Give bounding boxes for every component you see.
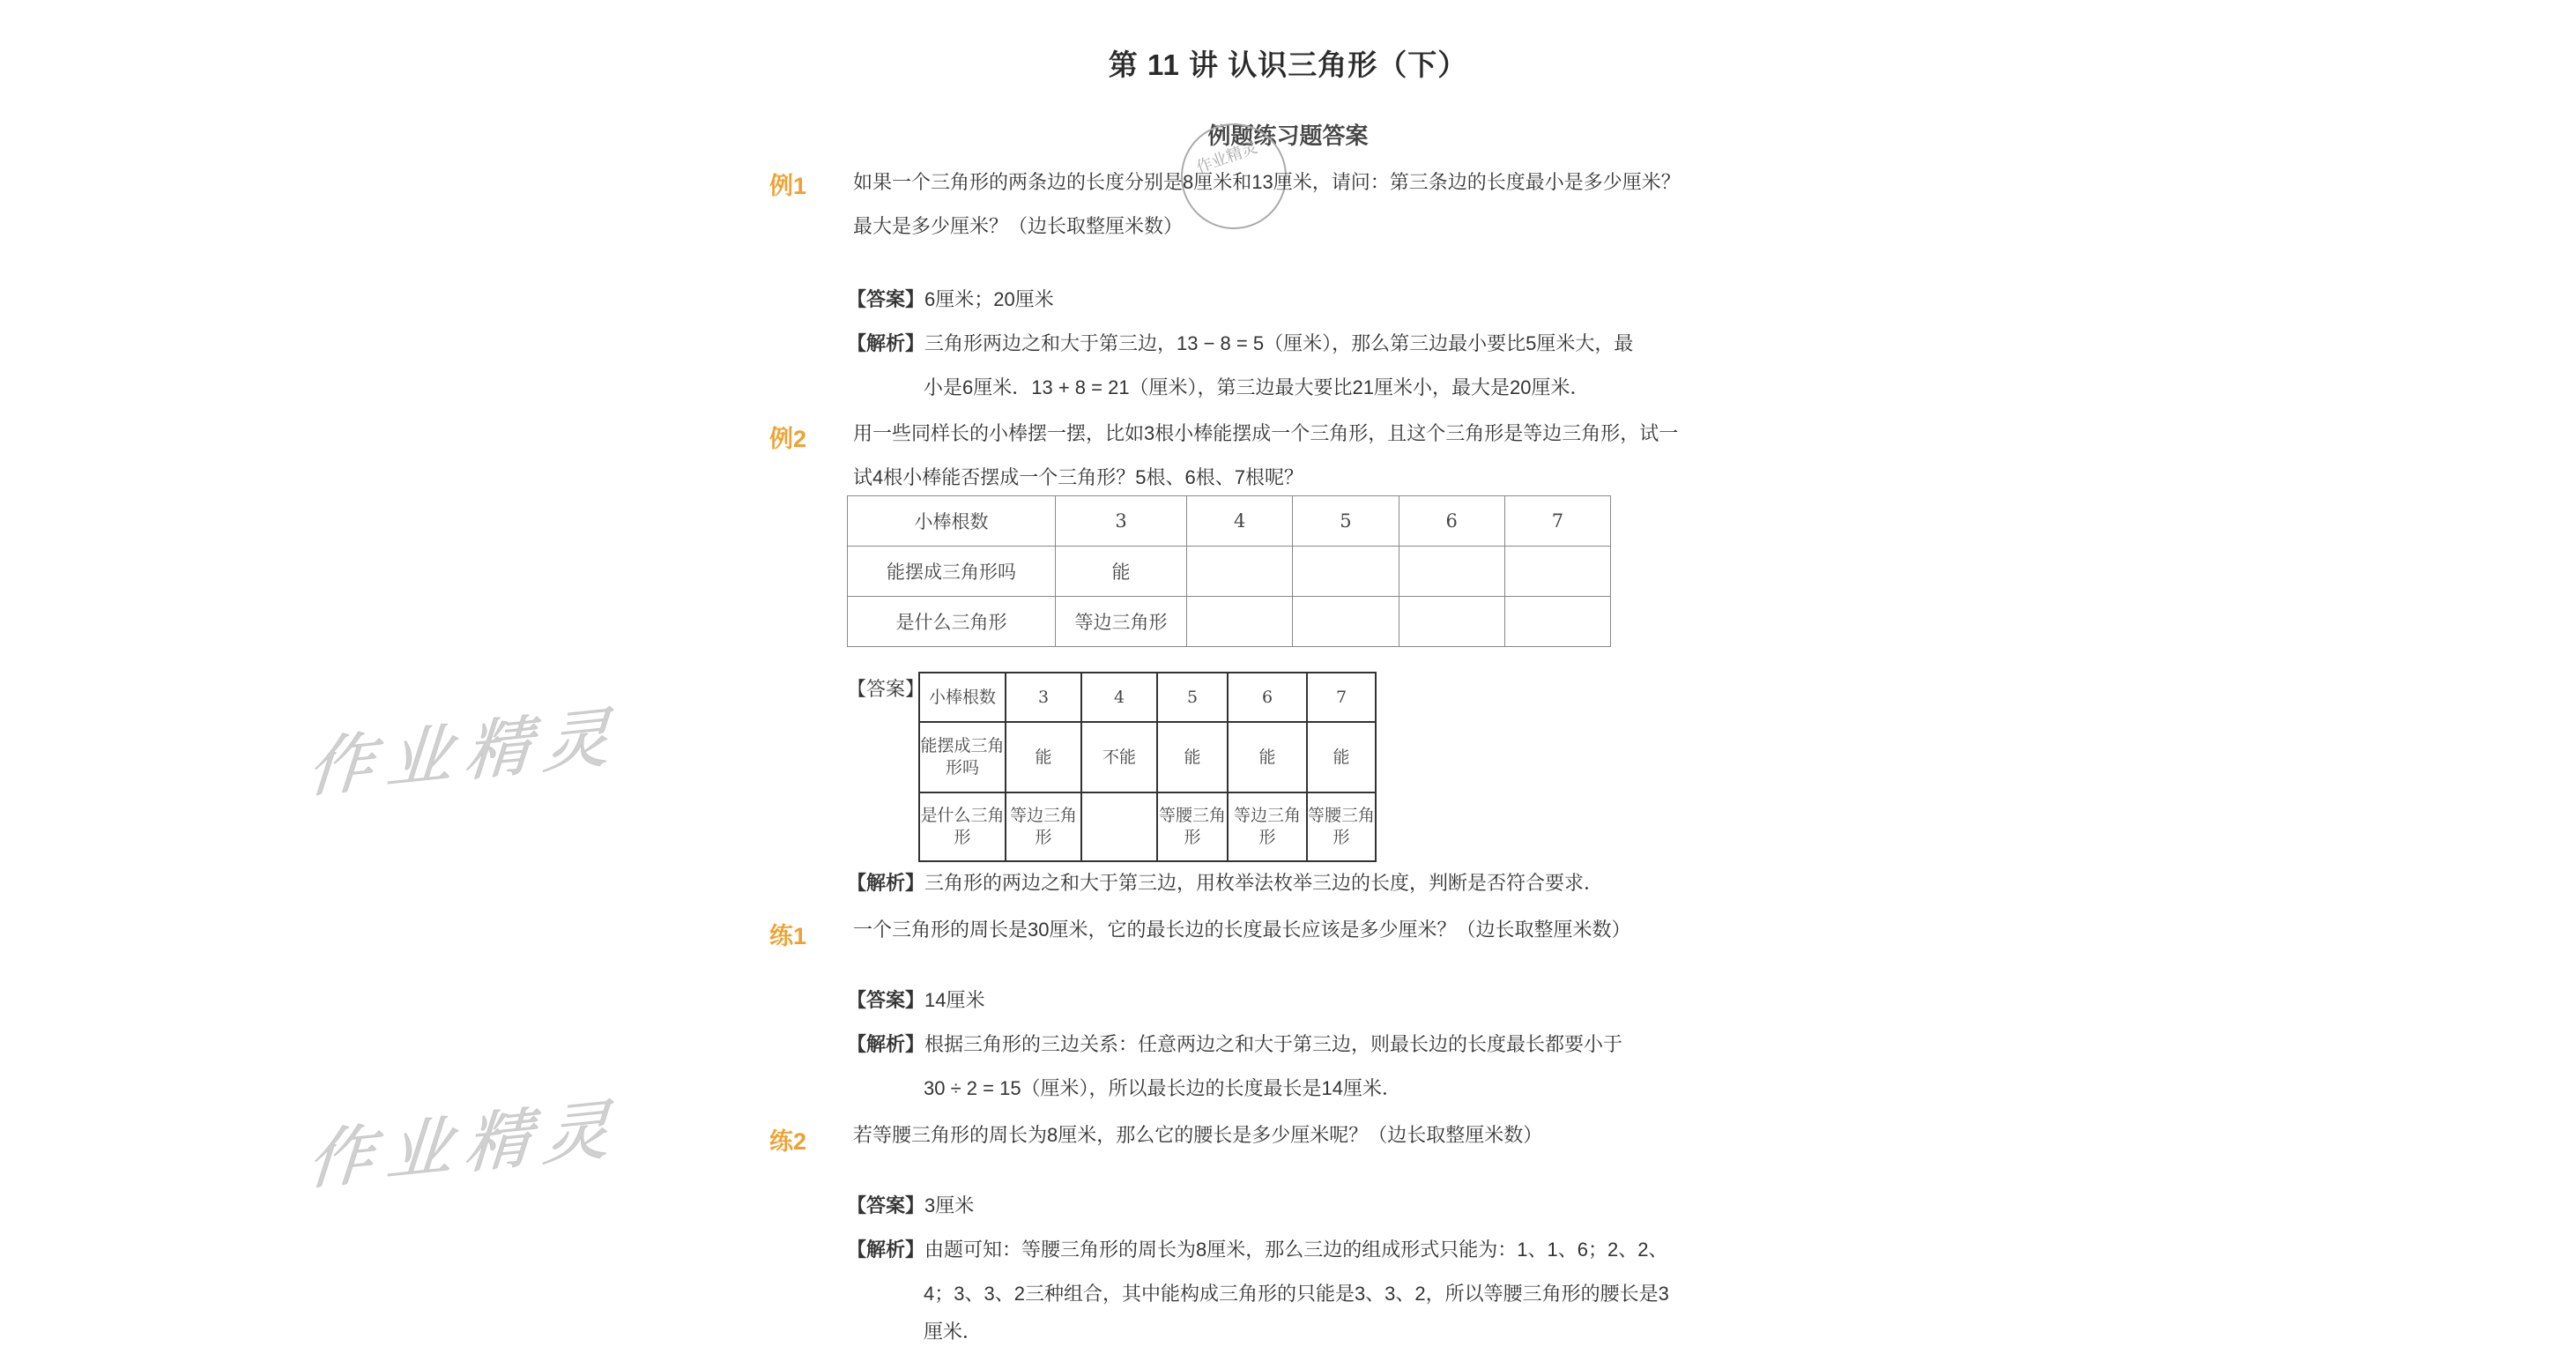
practice-1-question: 一个三角形的周长是30厘米，它的最长边的长度最长应该是多少厘米？（边长取整厘米数）	[853, 919, 1631, 941]
practice-1-label: 练1	[769, 923, 807, 949]
watermark-stamp: 作业精灵	[1166, 108, 1302, 244]
practice-2-label: 练2	[769, 1128, 807, 1155]
table-cell: 4	[1081, 673, 1157, 722]
table-cell: 4	[1187, 496, 1293, 547]
table-cell	[1293, 547, 1399, 597]
example-1-analysis	[847, 322, 1633, 366]
table-cell: 能摆成三角形吗	[848, 547, 1056, 597]
practice-1-answer-text: 14厘米	[924, 989, 985, 1011]
example-1-analysis-line2: 小是6厘米．13 + 8 = 21（厘米），第三边最大要比21厘米小，最大是20厘米．	[924, 376, 1590, 398]
table-cell: 3	[1056, 496, 1187, 547]
example-2-question-table	[847, 495, 1611, 647]
watermark-text: 作业精灵	[305, 698, 625, 807]
table-cell	[1081, 792, 1157, 861]
table-row	[848, 496, 1611, 547]
answer-tag: 【答案】	[847, 989, 925, 1011]
table-cell	[1399, 547, 1504, 597]
example-1-question-line2: 最大是多少厘米？（边长取整厘米数）	[853, 215, 1184, 237]
example-1-question-line1: 如果一个三角形的两条边的长度分别是8厘米和13厘米，请问：第三条边的长度最小是多少厘米？	[853, 171, 1681, 193]
table-cell	[1504, 547, 1610, 597]
example-2-question-line1: 用一些同样长的小棒摆一摆，比如3根小棒能摆成一个三角形，且这个三角形是等边三角形，试一	[853, 422, 1679, 444]
watermark-text: 作业精灵	[305, 1090, 625, 1200]
table-cell	[1187, 597, 1293, 647]
table-cell: 等边三角形	[1228, 792, 1307, 861]
table-cell: 5	[1293, 496, 1399, 547]
practice-2-analysis-line2: 4；3、3、2三种组合，其中能构成三角形的只能是3、3、2，所以等腰三角形的腰长是3	[924, 1283, 1669, 1305]
table-cell: 7	[1504, 496, 1610, 547]
practice-2-answer-text: 3厘米	[924, 1194, 975, 1216]
table-cell: 6	[1399, 496, 1504, 547]
table-cell	[1187, 547, 1293, 597]
table-cell: 5	[1157, 673, 1228, 722]
page-title: 第 11 讲 认识三角形（下）	[1108, 48, 1468, 81]
example-1-answer-text: 6厘米；20厘米	[924, 288, 1054, 310]
table-cell: 等腰三角形	[1307, 792, 1376, 861]
example-2-analysis	[847, 861, 1603, 905]
example-2-label: 例2	[769, 426, 807, 452]
page-subtitle: 例题练习题答案	[1207, 123, 1369, 149]
table-cell: 6	[1228, 673, 1307, 722]
practice-2-answer	[847, 1184, 974, 1228]
table-row	[919, 792, 1376, 861]
table-cell: 不能	[1081, 722, 1157, 792]
table-cell: 能	[1056, 547, 1187, 597]
table-cell: 能	[1307, 722, 1376, 792]
practice-1-analysis-line1: 根据三角形的三边关系：任意两边之和大于第三边，则最长边的长度最长都要小于	[924, 1033, 1623, 1055]
practice-1-answer	[847, 978, 985, 1023]
table-cell: 3	[1006, 673, 1081, 722]
example-1-analysis-line1: 三角形两边之和大于第三边，13 − 8 = 5（厘米），那么第三边最小要比5厘米大，最	[924, 332, 1634, 354]
analysis-tag: 【解析】	[847, 1239, 925, 1261]
answer-tag: 【答案】	[847, 288, 925, 310]
table-cell: 小棒根数	[919, 673, 1006, 722]
answer-tag: 【答案】	[847, 1194, 925, 1216]
example-1-label: 例1	[769, 173, 807, 199]
practice-2-analysis-line3: 厘米．	[924, 1321, 983, 1343]
table-cell: 能	[1228, 722, 1307, 792]
example-2-answer-table	[918, 672, 1377, 862]
table-cell: 是什么三角形	[848, 597, 1056, 647]
table-cell: 7	[1307, 673, 1376, 722]
example-1-answer	[847, 278, 1054, 322]
table-row	[919, 673, 1376, 722]
table-cell: 等边三角形	[1006, 792, 1081, 861]
table-cell: 能	[1006, 722, 1081, 792]
practice-2-question: 若等腰三角形的周长为8厘米，那么它的腰长是多少厘米呢？（边长取整厘米数）	[853, 1124, 1543, 1146]
table-cell	[1293, 597, 1399, 647]
practice-2-analysis-line1: 由题可知：等腰三角形的周长为8厘米，那么三边的组成形式只能为：1、1、6；2、2、	[924, 1239, 1668, 1261]
practice-1-analysis-line2: 30 ÷ 2 = 15（厘米），所以最长边的长度最长是14厘米．	[924, 1077, 1402, 1099]
table-cell	[1399, 597, 1504, 647]
analysis-tag: 【解析】	[847, 872, 925, 894]
table-cell: 小棒根数	[848, 496, 1056, 547]
table-row	[848, 597, 1611, 647]
table-row	[919, 722, 1376, 792]
table-cell	[1504, 597, 1610, 647]
practice-2-analysis	[847, 1228, 1667, 1272]
table-cell: 等腰三角形	[1157, 792, 1228, 861]
example-2-analysis-text: 三角形的两边之和大于第三边，用枚举法枚举三边的长度，判断是否符合要求．	[924, 872, 1604, 894]
example-2-answer-tag: 【答案】	[847, 678, 925, 700]
analysis-tag: 【解析】	[847, 332, 925, 354]
table-cell: 能摆成三角形吗	[919, 722, 1006, 792]
table-cell: 是什么三角形	[919, 792, 1006, 861]
table-cell: 等边三角形	[1056, 597, 1187, 647]
analysis-tag: 【解析】	[847, 1033, 925, 1055]
table-cell: 能	[1157, 722, 1228, 792]
table-row	[848, 547, 1611, 597]
example-2-question-line2: 试4根小棒能否摆成一个三角形？5根、6根、7根呢？	[853, 466, 1303, 488]
practice-1-analysis	[847, 1023, 1622, 1067]
